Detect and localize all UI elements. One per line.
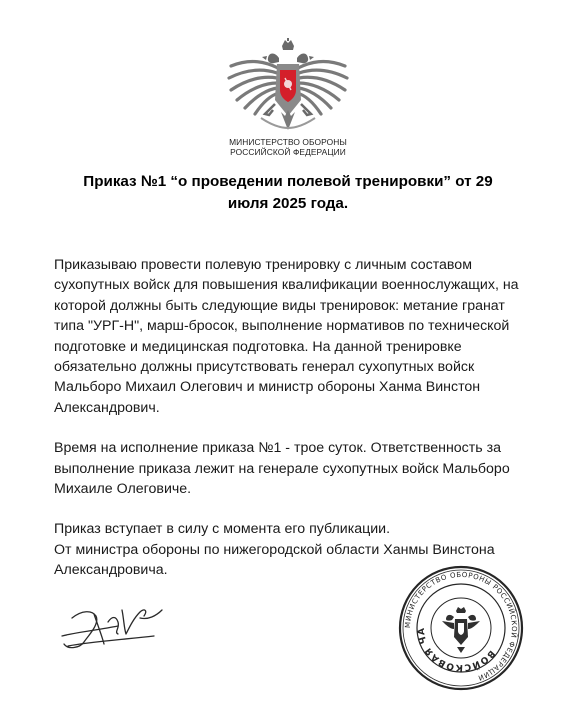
seal-center-text: ВОЙСКОВАЯ ЧА [416,626,497,673]
order-paragraph-3-line2: От министра обороны по нижегородской области Ханмы Винстона Александровича. [54,541,495,579]
ministry-name [218,137,358,157]
ministry-name-line2: РОССИЙСКОЙ ФЕДЕРАЦИИ [230,147,346,157]
order-paragraph-1: Приказываю провести полевую тренировку с личным составом сухопутных войск для повышения квалификации военнослужащих, на которой должны быть следующие виды тренировок: метание гранат типа "УРГ-Н", марш-бросок, выполнение нормативов по технической подготовке и медицинская подготовка. На данной тренировке обязательно должны присутствовать генерал сухопутных войск Мальборо Михаил Олегович и министр обороны Ханма Винстон Александрович. [54,257,519,416]
order-paragraph-3-line1: Приказ вступает в силу с момента его публикации. [54,521,391,538]
order-title-line1: Приказ №1 “о проведении полевой тренировки” от 29 [83,173,493,190]
ministry-name-line1: МИНИСТЕРСТВО ОБОРОНЫ [229,137,347,147]
order-paragraph-2: Время на исполнение приказа №1 - трое суток. Ответственность за выполнение приказа лежит на генерале сухопутных войск Мальборо Михаиле Олеговиче. [54,440,510,498]
handwritten-signature-icon [58,596,168,656]
seal-ring-text: МИНИСТЕРСТВО ОБОРОНЫ РОССИЙСКОЙ ФЕДЕРАЦИИ [403,570,519,683]
order-body [54,255,534,581]
official-seal-icon [396,563,526,693]
order-title-line2: июля 2025 года. [227,195,349,212]
order-title [40,171,536,215]
